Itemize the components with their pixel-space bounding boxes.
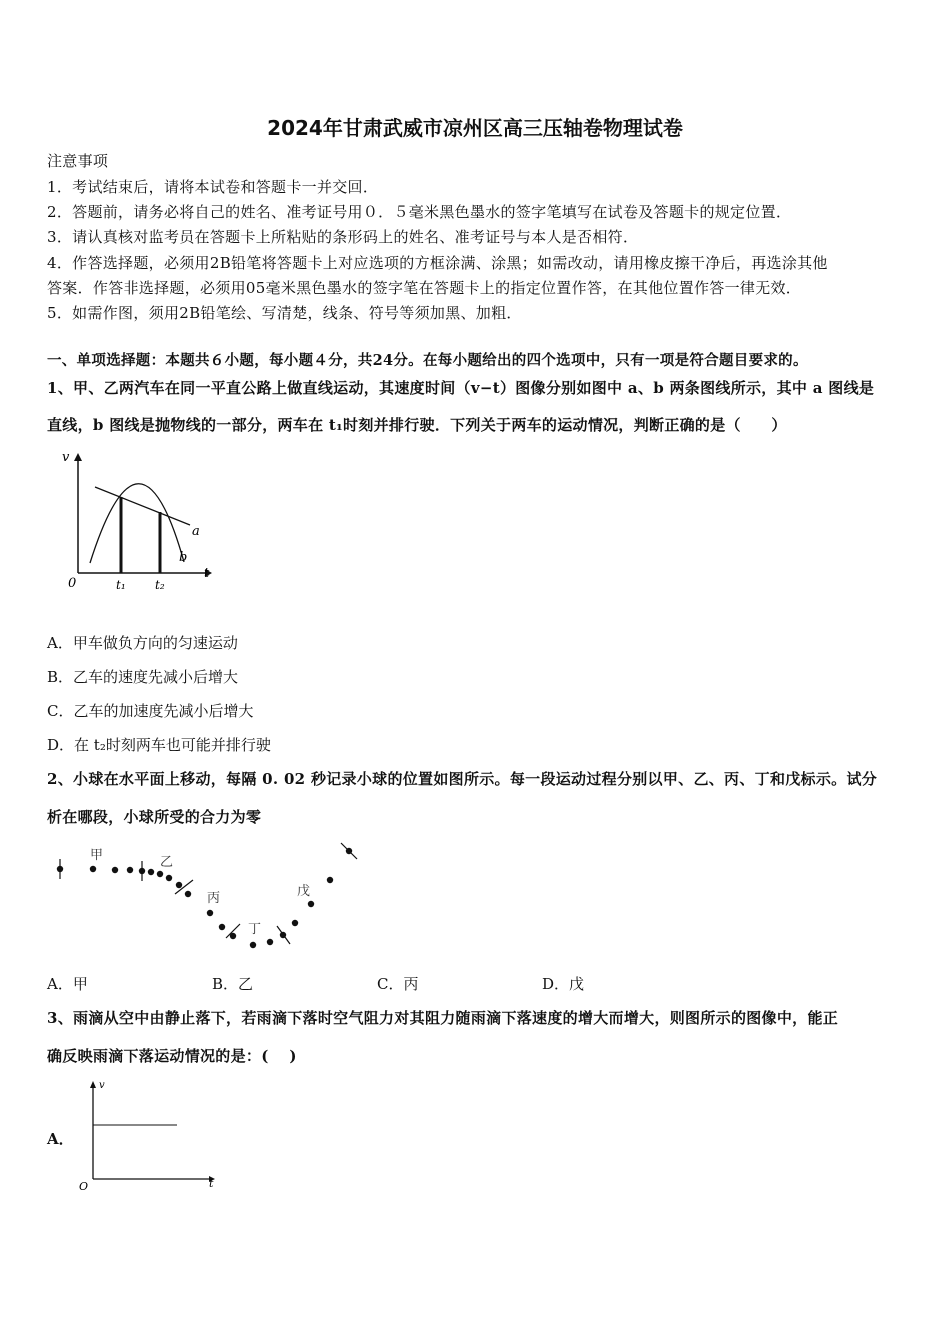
segment-label-jia: 甲 xyxy=(90,848,104,863)
q3-option-a-graph xyxy=(75,1075,225,1195)
notice-item: 1．考试结束后，请将本试卷和答题卡一并交回． xyxy=(47,178,379,196)
graph-t1-label: t₁ xyxy=(116,578,126,592)
notice-item: 5．如需作图，须用2B铅笔绘、写清楚，线条、符号等须加黑、加粗． xyxy=(47,304,522,322)
graph-t-label: t xyxy=(204,566,210,581)
segment-label-yi: 乙 xyxy=(160,855,174,870)
graph-b-label: b xyxy=(179,550,188,565)
graph-origin-label: 0 xyxy=(68,576,77,591)
q1-option-d: D．在 t₂时刻两车也可能并排行驶 xyxy=(47,736,271,754)
graph-t2-label: t₂ xyxy=(155,578,165,592)
q3-stem-line2: 确反映雨滴下落运动情况的是：( ) xyxy=(47,1047,297,1065)
q1-vt-graph xyxy=(40,445,220,595)
q1-stem-line2: 直线，b 图线是抛物线的一部分，两车在 t₁时刻并排行驶．下列关于两车的运动情况，判断正确的是（ ） xyxy=(47,416,787,434)
notice-item: 答案．作答非选择题，必须用05毫米黑色墨水的签字笔在答题卡上的指定位置作答，在其他位置作答一律无效． xyxy=(47,279,802,297)
section-heading: 一、单项选择题：本题共６小题，每小题４分，共24分。在每小题给出的四个选项中，只有一项是符合题目要求的。 xyxy=(47,352,808,369)
q1-option-c: C．乙车的加速度先减小后增大 xyxy=(47,702,254,720)
q1-stem-line1: 1、甲、乙两汽车在同一平直公路上做直线运动，其速度时间（v−t）图像分别如图中 a、b 两条图线所示，其中 a 图线是 xyxy=(47,379,875,397)
graph-v-label: v xyxy=(99,1080,105,1091)
q2-option-b: B．乙 xyxy=(212,975,254,993)
q2-stem-line2: 析在哪段，小球所受的合力为零 xyxy=(47,808,262,826)
notice-item: 4．作答选择题，必须用2B铅笔将答题卡上对应选项的方框涂满、涂黑；如需改动，请用橡皮擦干净后，再选涂其他 xyxy=(47,254,828,272)
graph-t-label: t xyxy=(209,1177,214,1190)
segment-label-ding: 丁 xyxy=(248,922,262,937)
q2-option-a: A．甲 xyxy=(47,975,88,993)
q3-stem-line1: 3、雨滴从空中由静止落下，若雨滴下落时空气阻力对其阻力随雨滴下落速度的增大而增大，则图所示的图像中，能正 xyxy=(47,1009,839,1027)
q2-option-d: D．戊 xyxy=(542,975,585,993)
page-title: 2024年甘肃武威市凉州区高三压轴卷物理试卷 xyxy=(267,116,683,140)
graph-a-label: a xyxy=(192,524,200,539)
q1-option-b: B．乙车的速度先减小后增大 xyxy=(47,668,239,686)
q1-option-a: A．甲车做负方向的匀速运动 xyxy=(47,634,238,652)
notice-item: 3．请认真核对监考员在答题卡上所粘贴的条形码上的姓名、准考证号与本人是否相符． xyxy=(47,228,639,246)
notice-item: 2．答题前，请务必将自己的姓名、准考证号用０．５毫米黑色墨水的签字笔填写在试卷及答题卡的规定位置． xyxy=(47,203,792,221)
q3-option-a-label: A． xyxy=(47,1130,74,1148)
notice-heading: 注意事项 xyxy=(47,152,109,170)
q2-stem-line1: 2、小球在水平面上移动，每隔 0. 02 秒记录小球的位置如图所示。每一段运动过程分别以甲、乙、丙、丁和戊标示。试分 xyxy=(47,770,878,788)
q2-option-c: C．丙 xyxy=(377,975,419,993)
segment-label-bing: 丙 xyxy=(207,891,221,906)
segment-label-wu: 戊 xyxy=(297,884,311,899)
graph-v-label: v xyxy=(62,450,70,465)
graph-origin-label: O xyxy=(79,1180,89,1193)
q2-ball-trajectory xyxy=(45,838,375,958)
